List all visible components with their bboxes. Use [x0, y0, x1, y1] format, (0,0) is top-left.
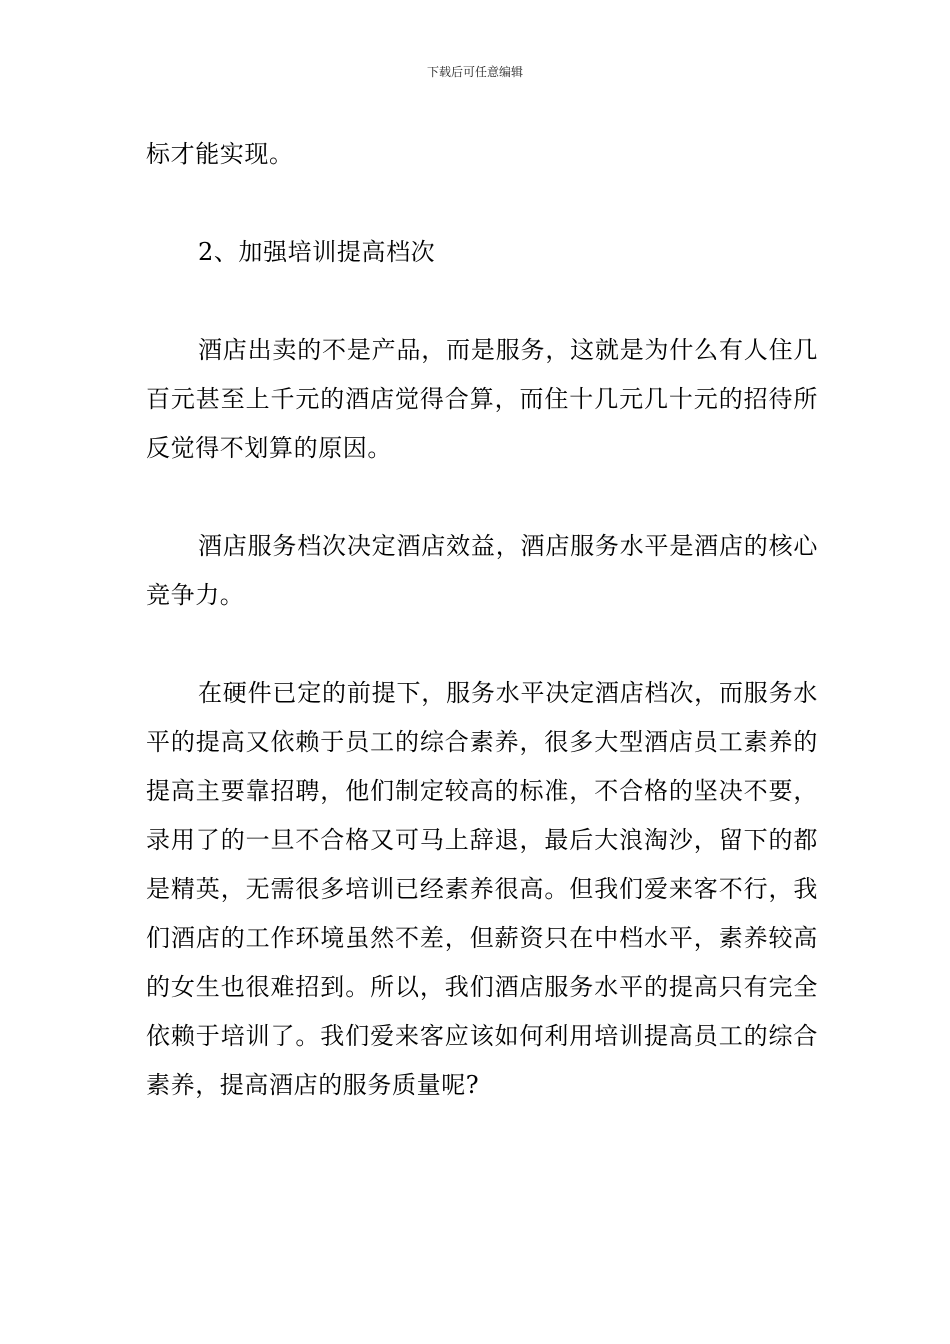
paragraph-continuation: 标才能实现。: [146, 140, 294, 168]
paragraph-gap: [146, 473, 818, 522]
page-header-note: 下载后可任意编辑: [426, 65, 523, 79]
paragraph: 在硬件已定的前提下，服务水平决定酒店档次，而服务水平的提高又依赖于员工的综合素养，很多大型酒店员工素养的提高主要靠招聘，他们制定较高的标准，不合格的坚决不要，录用了的一旦不合格又可马上辞退，最后大浪淘沙，留下的都是精英，无需很多培训已经素养很高。但我们爱来客不行，我们酒店的工作环境虽然不差，但薪资只在中档水平，素养较高的女生也很难招到。所以，我们酒店服务水平的提高只有完全依赖于培训了。我们爱来客应该如何利用培训提高员工的综合素养，提高酒店的服务质量呢?: [146, 679, 818, 1099]
paragraph: 酒店服务档次决定酒店效益，酒店服务水平是酒店的核心竞争力。: [146, 532, 818, 609]
paragraph-gap: [146, 277, 818, 326]
document-body: [146, 130, 818, 1110]
paragraph-gap: [146, 179, 818, 228]
section-heading: 2、加强培训提高档次: [198, 238, 436, 266]
paragraph-gap: [146, 620, 818, 669]
paragraph: 酒店出卖的不是产品，而是服务，这就是为什么有人住几百元甚至上千元的酒店觉得合算，而住十几元几十元的招待所反觉得不划算的原因。: [146, 336, 818, 462]
